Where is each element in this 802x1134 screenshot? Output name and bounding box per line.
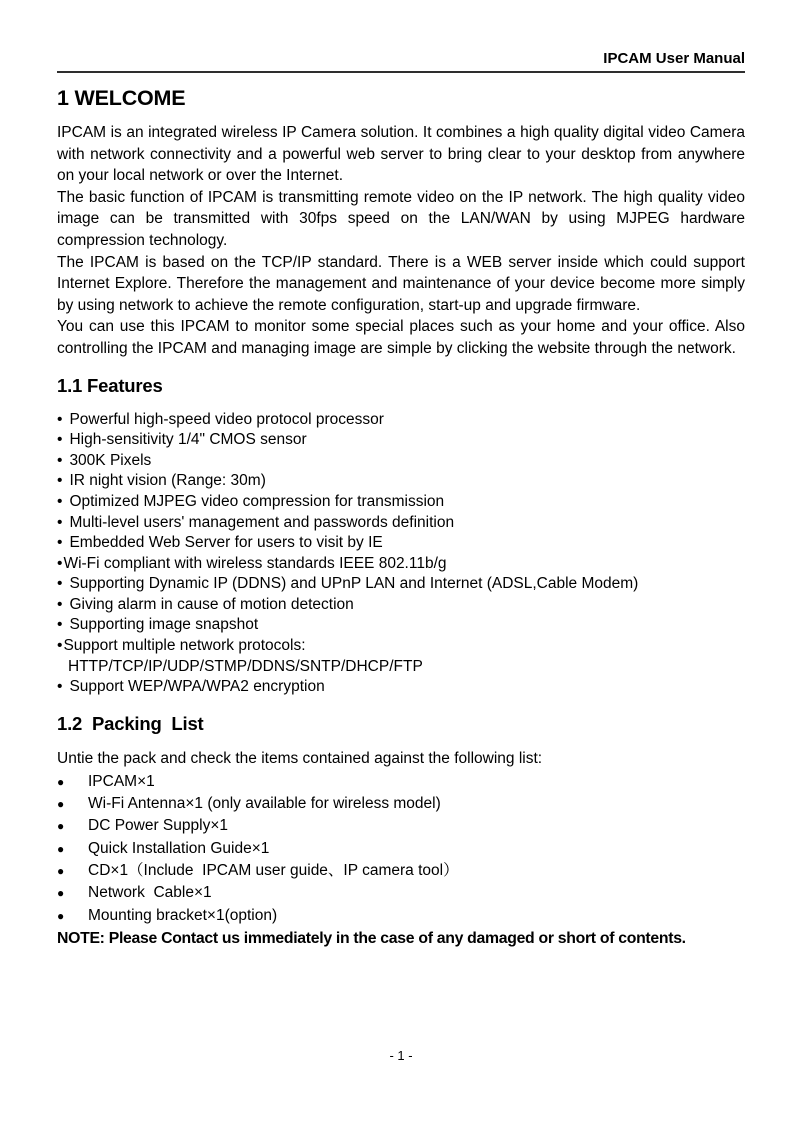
bullet-icon: ● (57, 819, 65, 834)
feature-item-label: Wi-Fi compliant with wireless standards IEEE 802.11b/g (63, 554, 447, 572)
page-number: - 1 - (389, 1048, 413, 1063)
feature-item (57, 451, 745, 472)
feature-item-label: Supporting image snapshot (69, 616, 259, 634)
bullet-icon: ● (57, 774, 65, 789)
feature-item-label: Support WEP/WPA/WPA2 encryption (69, 678, 325, 696)
bullet-icon: • (57, 575, 63, 593)
packing-item (57, 860, 745, 882)
header-rule (57, 71, 745, 73)
feature-item (57, 430, 745, 451)
packing-item (57, 838, 745, 860)
packing-item (57, 793, 745, 815)
feature-item-label: HTTP/TCP/IP/UDP/STMP/DDNS/SNTP/DHCP/FTP (68, 657, 423, 675)
feature-item (57, 574, 745, 595)
packing-item (57, 905, 745, 927)
feature-item-label: Support multiple network protocols: (63, 637, 306, 655)
bullet-icon: • (57, 451, 63, 469)
feature-item-continuation (57, 657, 745, 678)
feature-item-label: Embedded Web Server for users to visit by IE (69, 534, 383, 552)
feature-item (57, 471, 745, 492)
feature-item (57, 554, 745, 575)
packing-item-label: DC Power Supply×1 (88, 817, 228, 835)
bullet-icon: • (57, 431, 63, 449)
bullet-icon: • (57, 554, 63, 572)
bullet-icon: ● (57, 886, 65, 901)
section-heading-features: 1.1 Features (57, 374, 163, 396)
feature-item-label: Supporting Dynamic IP (DDNS) and UPnP LAN and Internet (ADSL,Cable Modem) (69, 575, 639, 593)
feature-item (57, 636, 745, 657)
section-heading-packing-list: 1.2 Packing List (57, 712, 204, 734)
feature-item (57, 615, 745, 636)
bullet-icon: • (57, 534, 63, 552)
bullet-icon: ● (57, 864, 65, 879)
bullet-icon: • (57, 492, 63, 510)
bullet-icon: ● (57, 841, 65, 856)
feature-item-label: High-sensitivity 1/4" CMOS sensor (69, 431, 307, 449)
welcome-paragraph: IPCAM is an integrated wireless IP Camera solution. It combines a high quality digital video Camera with network connectivity and a powerful web server to bring clear to your desktop from anywhere on your local network or over the Internet. (57, 124, 745, 185)
bullet-icon: • (57, 595, 63, 613)
feature-item (57, 595, 745, 616)
bullet-icon: • (57, 410, 63, 428)
packing-item-label: Quick Installation Guide×1 (88, 839, 270, 857)
features-list (57, 410, 745, 698)
packing-item (57, 771, 745, 793)
packing-item (57, 815, 745, 837)
packing-note: NOTE: Please Contact us immediately in the case of any damaged or short of contents. (57, 929, 686, 947)
packing-intro: Untie the pack and check the items contained against the following list: (57, 749, 543, 767)
bullet-icon: • (57, 637, 63, 655)
packing-item-label: Mounting bracket×1(option) (88, 906, 278, 924)
welcome-paragraph: You can use this IPCAM to monitor some special places such as your home and your office. Also controlling the IPCAM and managing image are simple by clicking the website through the network. (57, 318, 745, 357)
feature-item-label: Multi-level users' management and passwords definition (69, 513, 455, 531)
welcome-paragraph: The IPCAM is based on the TCP/IP standard. There is a WEB server inside which could support Internet Explore. Therefore the management and maintenance of your device become more simply by using network to achieve the remote configuration, start-up and upgrade firmware. (57, 253, 745, 314)
feature-item (57, 492, 745, 513)
welcome-paragraph: The basic function of IPCAM is transmitting remote video on the IP network. The high quality video image can be transmitted with 30fps speed on the LAN/WAN by using MJPEG hardware compression technology. (57, 188, 745, 249)
bullet-icon: • (57, 513, 63, 531)
packing-item-label: Wi-Fi Antenna×1 (only available for wireless model) (88, 795, 441, 813)
feature-item-label: 300K Pixels (69, 451, 152, 469)
bullet-icon: ● (57, 908, 65, 923)
header-title: IPCAM User Manual (603, 50, 745, 67)
packing-item-label: Network Cable×1 (88, 884, 212, 902)
bullet-icon: • (57, 616, 63, 634)
feature-item-label: Powerful high-speed video protocol processor (69, 410, 384, 428)
packing-item-label: CD×1（Include IPCAM user guide、IP camera tool） (88, 862, 459, 880)
bullet-icon: • (57, 678, 63, 696)
feature-item-label: IR night vision (Range: 30m) (69, 472, 266, 490)
feature-item (57, 410, 745, 431)
bullet-icon: ● (57, 797, 65, 812)
feature-item (57, 677, 745, 698)
feature-item-label: Giving alarm in cause of motion detection (69, 595, 354, 613)
packing-item (57, 882, 745, 904)
packing-item-label: IPCAM×1 (88, 772, 155, 790)
feature-item-label: Optimized MJPEG video compression for transmission (69, 492, 445, 510)
bullet-icon: • (57, 472, 63, 490)
packing-list (57, 771, 745, 927)
feature-item (57, 513, 745, 534)
feature-item (57, 533, 745, 554)
section-heading-welcome: 1 WELCOME (57, 86, 186, 110)
